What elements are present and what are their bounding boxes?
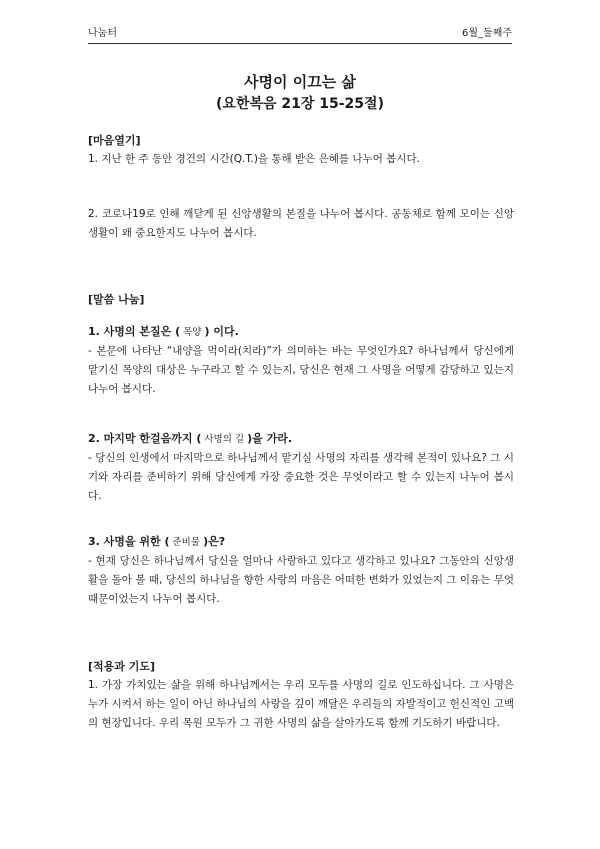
opening-section [88,131,514,169]
word-question-2-body: - 당신의 인생에서 마지막으로 하나님께서 맡기실 사명의 자리를 생각해 본적이 있나요? 그 시기와 자리를 준비하기 위해 당신에게 가장 중요한 것은 무엇이라고 할 수 있는지 나누어 봅시다. [88,452,514,502]
header-right-label: 6월_둘째주 [461,28,512,39]
word-question-2-prefix: 2. 마지막 한걸음까지 ( [88,432,202,445]
word-question-3-prefix: 3. 사명을 위한 ( [88,535,170,548]
word-question-1-suffix: ) 이다. [204,325,239,338]
word-question-1 [88,322,514,399]
header-left-label: 나눔터 [88,28,117,39]
page-title: 사명이 이끄는 삶 [244,73,356,91]
word-question-1-body: - 본문에 나타난 “내양을 먹이라(치라)”가 의미하는 바는 무엇인가요? 하나님께서 당신에게 맡기신 목양의 대상은 누구라고 할 수 있는지, 당신은 현재 그 사명을 어떻게 감당하고 있는지 나누어 봅시다. [88,345,514,395]
page-header [88,24,512,44]
opening-question-2: 2. 코로나19로 인해 깨닫게 된 신앙생활의 본질을 나누어 봅시다. 공동체로 함께 모이는 신앙생활이 왜 중요한지도 나누어 봅시다. [88,208,514,239]
application-heading: [적용과 기도] [88,660,156,673]
word-question-2-suffix: )을 가라. [247,432,293,445]
word-question-3 [88,532,514,609]
word-question-3-heading [88,532,514,552]
word-question-1-heading [88,322,514,342]
word-heading: [말씀 나눔] [88,293,145,306]
opening-heading: [마음열기] [88,134,141,147]
word-question-2-heading [88,429,514,449]
application-section [88,657,514,733]
word-question-1-prefix: 1. 사명의 본질은 ( [88,325,181,338]
word-question-2 [88,429,514,506]
opening-question-1: 1. 지난 한 주 동안 경건의 시간(Q.T.)을 통해 받은 은혜를 나누어 봅시다. [88,153,420,165]
page-subtitle: (요한복음 21장 15-25절) [216,96,384,112]
word-question-3-body: - 현재 당신은 하나님께서 당신을 얼마나 사랑하고 있다고 생각하고 있나요? 그동안의 신앙생활을 돌아 볼 때, 당신의 하나님을 향한 사랑의 마음은 어떠한 변화가 있었는지 그 이유는 무엇 때문이었는지 나누어 봅시다. [88,555,514,605]
word-question-3-suffix: )은? [203,535,226,548]
word-question-2-blank: 사명의 길 [201,434,248,445]
word-question-3-blank: 준비물 [169,537,204,548]
application-body: 1. 가장 가치있는 삶을 위해 하나님께서는 우리 모두를 사명의 길로 인도하십니다. 그 사명은 누가 시켜서 하는 일이 아닌 하나님의 사랑을 깊이 깨달은 우리들의 자발적이고 헌신적인 고백의 현장입니다. 우리 목원 모두가 그 귀한 사명의 삶을 살아가도록 함께 기도하기 바랍니다. [88,679,514,729]
word-question-1-blank: 목양 [180,327,205,338]
